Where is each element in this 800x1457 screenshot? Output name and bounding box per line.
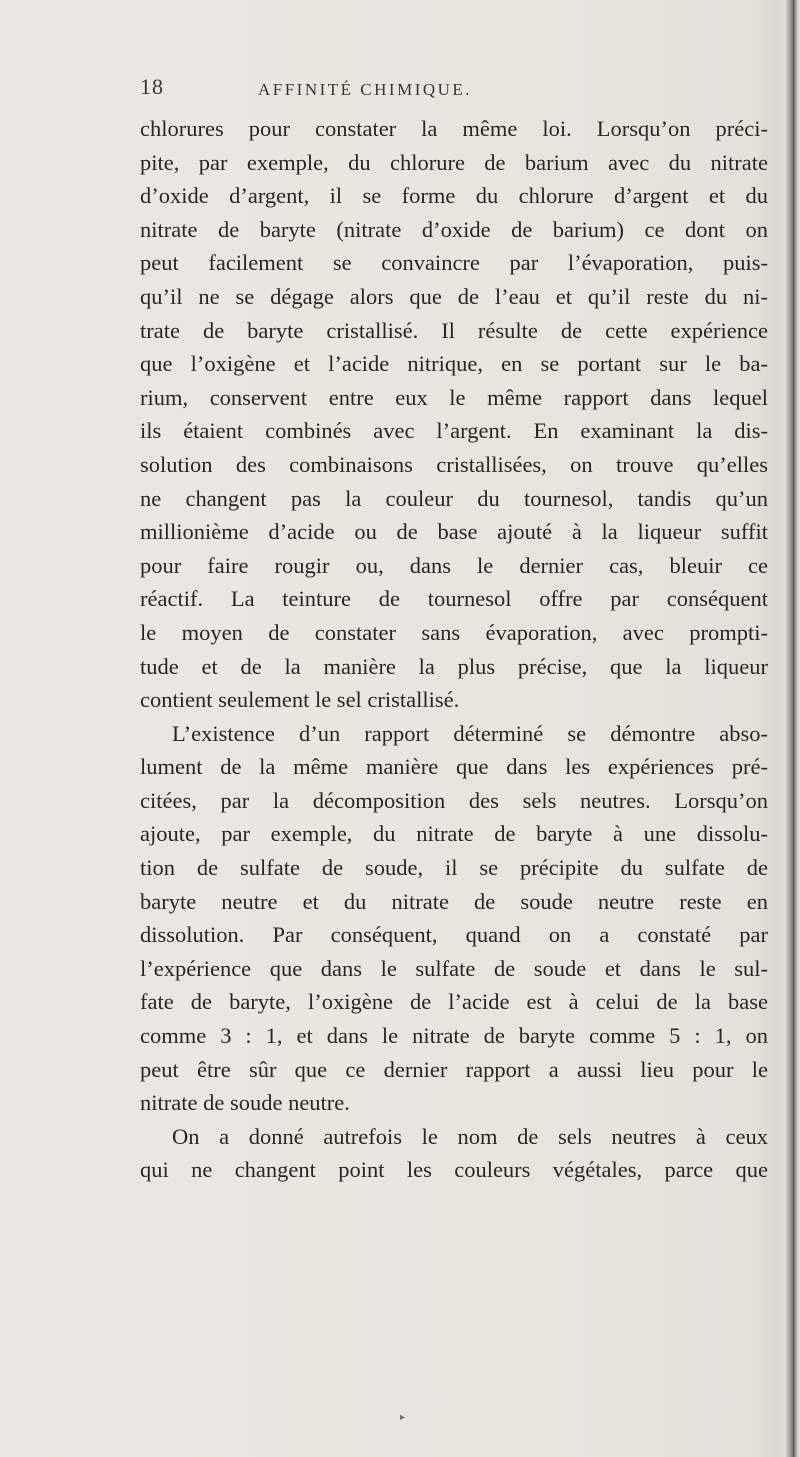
text-line: fate de baryte, l’oxigène de l’acide est à celui de la base: [140, 989, 768, 1015]
text-line: contient seulement le sel cristallisé.: [140, 687, 460, 713]
text-line: rium, conservent entre eux le même rapport dans lequel: [140, 384, 768, 410]
text-line: dissolution. Par conséquent, quand on a constaté par: [140, 922, 768, 948]
text-line: comme 3 : 1, et dans le nitrate de baryte comme 5 : 1, on: [140, 1023, 768, 1049]
text-line: peut facilement se convaincre par l’évaporation, puis-: [140, 250, 768, 276]
text-line: On a donné autrefois le nom de sels neutres à ceux: [172, 1123, 768, 1149]
text-line: lument de la même manière que dans les expériences pré-: [140, 754, 768, 780]
text-line: qui ne changent point les couleurs végétales, parce que: [140, 1157, 768, 1183]
printer-mark: ▸: [400, 1412, 406, 1423]
text-line: trate de baryte cristallisé. Il résulte de cette expérience: [140, 317, 768, 343]
text-line: pour faire rougir ou, dans le dernier cas, bleuir ce: [140, 552, 768, 578]
body-text: [140, 112, 768, 1187]
text-line: nitrate de soude neutre.: [140, 1090, 350, 1116]
text-line: qu’il ne se dégage alors que de l’eau et qu’il reste du ni-: [140, 283, 768, 309]
text-line: tion de sulfate de soude, il se précipite du sulfate de: [140, 855, 768, 881]
text-line: ajoute, par exemple, du nitrate de baryte à une dissolu-: [140, 821, 768, 847]
text-line: tude et de la manière la plus précise, que la liqueur: [140, 653, 768, 679]
page-header: [140, 74, 780, 110]
text-line: peut être sûr que ce dernier rapport a aussi lieu pour le: [140, 1056, 768, 1082]
text-line: ils étaient combinés avec l’argent. En examinant la dis-: [140, 418, 768, 444]
text-line: L’existence d’un rapport déterminé se démontre abso-: [172, 720, 768, 746]
text-line: réactif. La teinture de tournesol offre par conséquent: [140, 586, 768, 612]
text-line: le moyen de constater sans évaporation, avec prompti-: [140, 619, 768, 645]
text-line: chlorures pour constater la même loi. Lorsqu’on préci-: [140, 116, 768, 141]
text-line: millionième d’acide ou de base ajouté à la liqueur suffit: [140, 519, 768, 545]
text-line: d’oxide d’argent, il se forme du chlorure d’argent et du: [140, 183, 768, 209]
text-line: ne changent pas la couleur du tournesol, tandis qu’un: [140, 485, 768, 511]
text-line: citées, par la décomposition des sels neutres. Lorsqu’on: [140, 787, 768, 813]
running-head: AFFINITÉ CHIMIQUE.: [258, 80, 473, 99]
text-line: pite, par exemple, du chlorure de barium avec du nitrate: [140, 149, 768, 175]
page-number: 18: [140, 74, 164, 99]
page-binding-edge: [786, 0, 800, 1457]
text-line: baryte neutre et du nitrate de soude neutre reste en: [140, 888, 768, 914]
text-line: solution des combinaisons cristallisées, on trouve qu’elles: [140, 451, 768, 477]
text-line: que l’oxigène et l’acide nitrique, en se portant sur le ba-: [140, 351, 768, 377]
text-line: nitrate de baryte (nitrate d’oxide de barium) ce dont on: [140, 216, 768, 242]
text-line: l’expérience que dans le sulfate de soude et dans le sul-: [140, 955, 768, 981]
